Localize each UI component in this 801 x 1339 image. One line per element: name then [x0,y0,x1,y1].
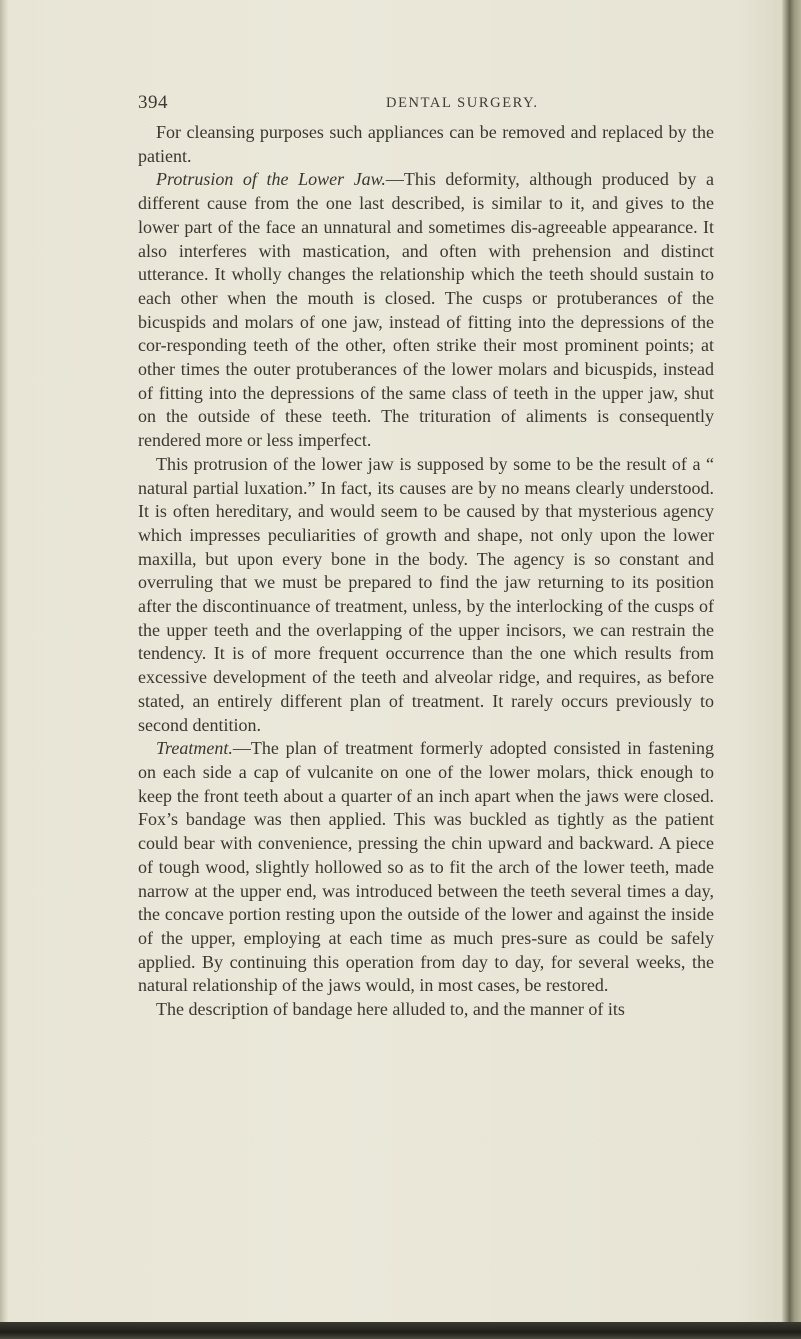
paragraph [138,453,714,737]
paragraph-text: The description of bandage here alluded to, and the manner of its [156,999,625,1020]
paragraph [138,737,714,998]
paragraph-text: —The plan of treatment formerly adopted consisted in fastening on each side a cap of vulcanite on one of the lower molars, thick enough to keep the front teeth about a quarter of an inch apart when the jaws were closed. Fox’s bandage was then applied. This was buckled as tightly as the patient could bear with convenience, pressing the chin upward and backward. A piece of tough wood, slightly hollowed so as to fit the arch of the lower teeth, made narrow at the upper end, was introduced between the teeth several times a day, the concave portion resting upon the outside of the lower and against the inside of the upper, employing at each time as much pres-sure as could be safely applied. By continuing this operation from day to day, for several weeks, the natural relationship of the jaws would, in most cases, be restored. [138,738,714,996]
page-number: 394 [138,92,168,113]
page-bottom-edge [0,1322,801,1339]
page-gutter-shadow [0,0,8,1339]
paragraph-text: —This deformity, although produced by a different cause from the one last described, is similar to it, and gives to the lower part of the face an unnatural and sometimes dis-agreeable appearance. It also interferes with mastication, and often with prehension and distinct utterance. It wholly changes the relationship which the teeth should sustain to each other when the mouth is closed. The cusps or protuberances of the bicuspids and molars of one jaw, instead of fitting into the depressions of the cor-responding teeth of the other, often strike their most prominent points; at other times the outer protuberances of the lower molars and bicuspids, instead of fitting into the depressions of the same class of teeth in the upper jaw, shut on the outside of these teeth. The trituration of aliments is consequently rendered more or less imperfect. [138,169,714,451]
page-edge-binding [782,0,801,1339]
paragraph-text: For cleansing purposes such appliances can be removed and replaced by the patient. [138,122,714,166]
paragraph [138,998,714,1022]
paragraph [138,121,714,168]
running-head [138,92,713,118]
section-heading-protrusion: Protrusion of the Lower Jaw. [156,169,386,190]
paragraph [138,168,714,452]
body-text [138,121,714,1022]
section-heading-treatment: Treatment. [156,738,233,759]
paragraph-text: This protrusion of the lower jaw is supposed by some to be the result of a “ natural partial luxation.” In fact, its causes are by no means clearly understood. It is often hereditary, and would seem to be caused by that mysterious agency which impresses peculiarities of growth and shape, not only upon the lower maxilla, but upon every bone in the body. The agency is so constant and overruling that we must be prepared to find the jaw returning to its position after the discontinuance of treatment, unless, by the interlocking of the cusps of the upper teeth and the overlapping of the upper incisors, we can restrain the tendency. It is of more frequent occurrence than the one which results from excessive development of the teeth and alveolar ridge, and requires, as before stated, an entirely different plan of treatment. It rarely occurs previously to second dentition. [138,453,714,735]
running-title: DENTAL SURGERY. [386,95,539,111]
